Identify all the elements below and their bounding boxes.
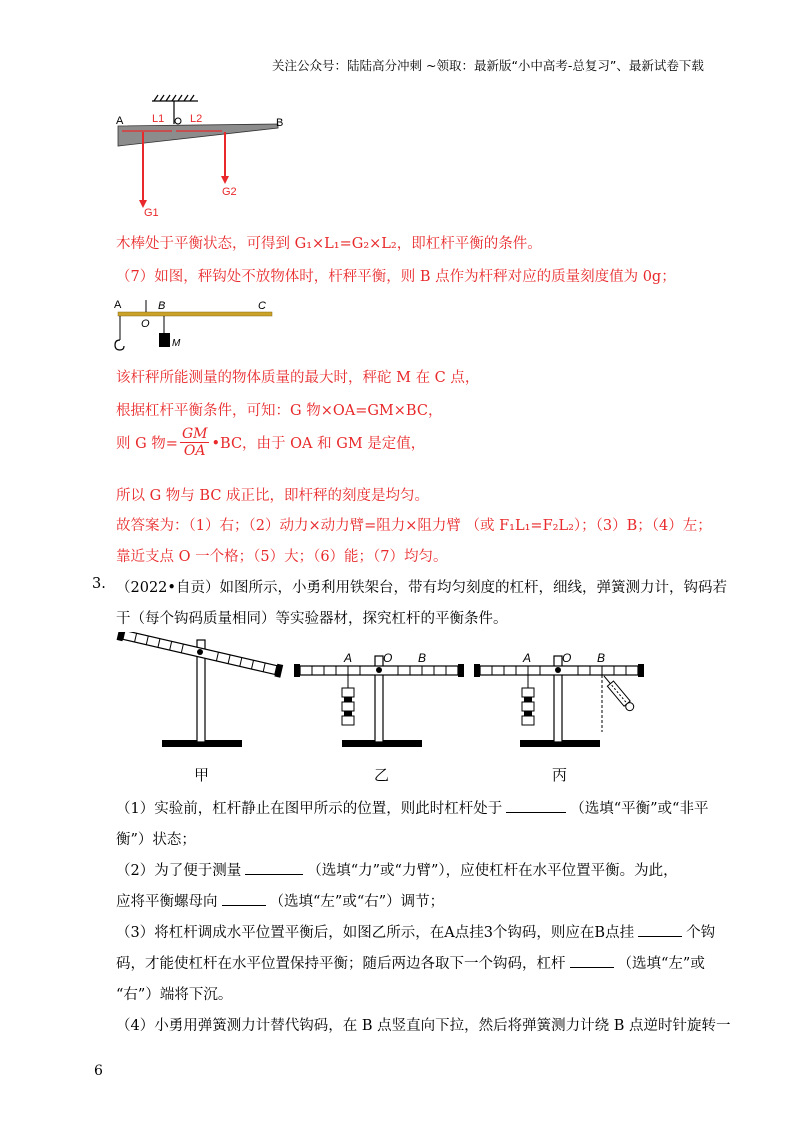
bing-label-o: O xyxy=(562,651,572,665)
q1-answer-blank[interactable] xyxy=(506,800,566,813)
q3-text-post: 个钩 xyxy=(686,925,716,941)
setup-bing xyxy=(474,656,644,747)
g2-arrowhead xyxy=(221,176,229,184)
label-b2: B xyxy=(158,300,166,312)
q2-answer-blank-2[interactable] xyxy=(222,893,266,906)
answer-line-2: （7）如图，秤钩处不放物体时，杆秤平衡，则 B 点作为杆秤对应的质量刻度值为 0g； xyxy=(116,269,676,285)
q1-line-b: 衡”）状态； xyxy=(116,832,196,848)
fraction-denominator: OA xyxy=(183,443,206,459)
answer-line-5 xyxy=(116,426,425,459)
line5-suffix: •BC，由于 OA 和 GM 是定值， xyxy=(211,436,426,452)
answer-line-6: 所以 G 物与 BC 成正比，即杆秤的刻度是均匀。 xyxy=(116,488,430,504)
figure-lever-setups xyxy=(112,632,692,792)
q2b-text-post: （选填“左”或“右”）调节； xyxy=(269,894,445,910)
caption-bing: 丙 xyxy=(552,767,568,784)
caption-jia: 甲 xyxy=(194,767,210,784)
q3b-text-pre: 码，才能使杠杆在水平位置保持平衡；随后两边各取下一个钩码，杠杆 xyxy=(116,956,566,972)
answer-line-8: 靠近支点 O 一个格；（5）大；（6）能；（7）均匀。 xyxy=(116,549,448,565)
pivot-o xyxy=(175,118,181,124)
answer-line-1: 木棒处于平衡状态，可得到 G₁×L₁=G₂×L₂，即杠杆平衡的条件。 xyxy=(116,236,542,252)
yi-label-b: B xyxy=(418,651,427,665)
setup-yi xyxy=(294,656,464,747)
setup-jia xyxy=(117,632,284,747)
question-stem-2: 干（每个钩码质量相同）等实验器材，探究杠杆的平衡条件。 xyxy=(116,611,508,627)
q2-line-b xyxy=(116,890,444,911)
hook xyxy=(115,340,124,350)
figure-steelyard xyxy=(108,296,278,358)
figure-stick-balance xyxy=(110,92,300,222)
label-g2: G2 xyxy=(222,186,237,198)
q3-line-c: “右”）端将下沉。 xyxy=(116,987,233,1003)
label-l2: L2 xyxy=(190,113,203,125)
bing-label-a: A xyxy=(523,651,532,665)
yi-label-o: O xyxy=(383,651,393,665)
yi-label-a: A xyxy=(344,651,353,665)
weight-m xyxy=(159,333,170,347)
q2-text-pre: （2）为了便于测量 xyxy=(116,863,242,879)
steelyard-rod xyxy=(118,312,272,316)
q1-text-post: （选填“平衡”或“非平 xyxy=(570,801,709,817)
q3b-text-post: （选填“左”或 xyxy=(617,956,705,972)
label-m: M xyxy=(172,338,181,349)
question-stem-1: （2022•自贡）如图所示，小勇利用铁架台，带有均匀刻度的杠杆，细线，弹簧测力计，钩码若 xyxy=(116,580,727,596)
line5-prefix: 则 G 物= xyxy=(116,436,178,452)
label-g1: G1 xyxy=(144,207,159,219)
label-b: B xyxy=(276,117,284,129)
q2-line-a xyxy=(116,859,678,880)
label-a: A xyxy=(116,115,124,127)
label-a2: A xyxy=(114,299,122,311)
page-number: 6 xyxy=(94,1063,103,1079)
q2-answer-blank-1[interactable] xyxy=(245,862,303,875)
answer-line-7: 故答案为：（1）右；（2）动力×动力臂=阻力×阻力臂 （或 F₁L₁=F₂L₂）；（3）B；（4）左； xyxy=(116,518,712,534)
label-c2: C xyxy=(258,300,266,312)
fraction-numerator: GM xyxy=(181,426,208,442)
q1-text-pre: （1）实验前，杠杆静止在图甲所示的位置，则此时杠杆处于 xyxy=(116,801,503,817)
q3-text-pre: （3）将杠杆调成水平位置平衡后，如图乙所示，在A点挂3个钩码，则应在B点挂 xyxy=(116,925,635,941)
q2-text-post: （选填“力”或“力臂”），应使杠杆在水平位置平衡。为此， xyxy=(307,863,678,879)
q2b-text-pre: 应将平衡螺母向 xyxy=(116,894,218,910)
q3-answer-blank-1[interactable] xyxy=(638,924,682,937)
fraction xyxy=(180,426,210,459)
q3-line-b xyxy=(116,952,705,973)
ceiling-hatch xyxy=(152,95,198,101)
page-header: 关注公众号：陆陆高分冲刺 ~领取：最新版“小中高考-总复习”、最新试卷下载 xyxy=(272,58,704,73)
label-o2: O xyxy=(141,318,150,330)
q3-line-a xyxy=(116,921,715,942)
label-l1: L1 xyxy=(152,113,165,125)
q3-answer-blank-2[interactable] xyxy=(570,955,614,968)
q4-line-a: （4）小勇用弹簧测力计替代钩码，在 B 点竖直向下拉，然后将弹簧测力计绕 B 点逆时针旋转一 xyxy=(116,1018,731,1034)
caption-yi: 乙 xyxy=(374,767,390,784)
question-number: 3. xyxy=(92,576,106,592)
answer-line-4: 根据杠杆平衡条件，可知：G 物×OA=GM×BC， xyxy=(116,403,443,419)
q1-line-a xyxy=(116,797,708,818)
bing-label-b: B xyxy=(597,651,606,665)
answer-line-3: 该杆秤所能测量的物体质量的最大时，秤砣 M 在 C 点， xyxy=(116,370,480,386)
